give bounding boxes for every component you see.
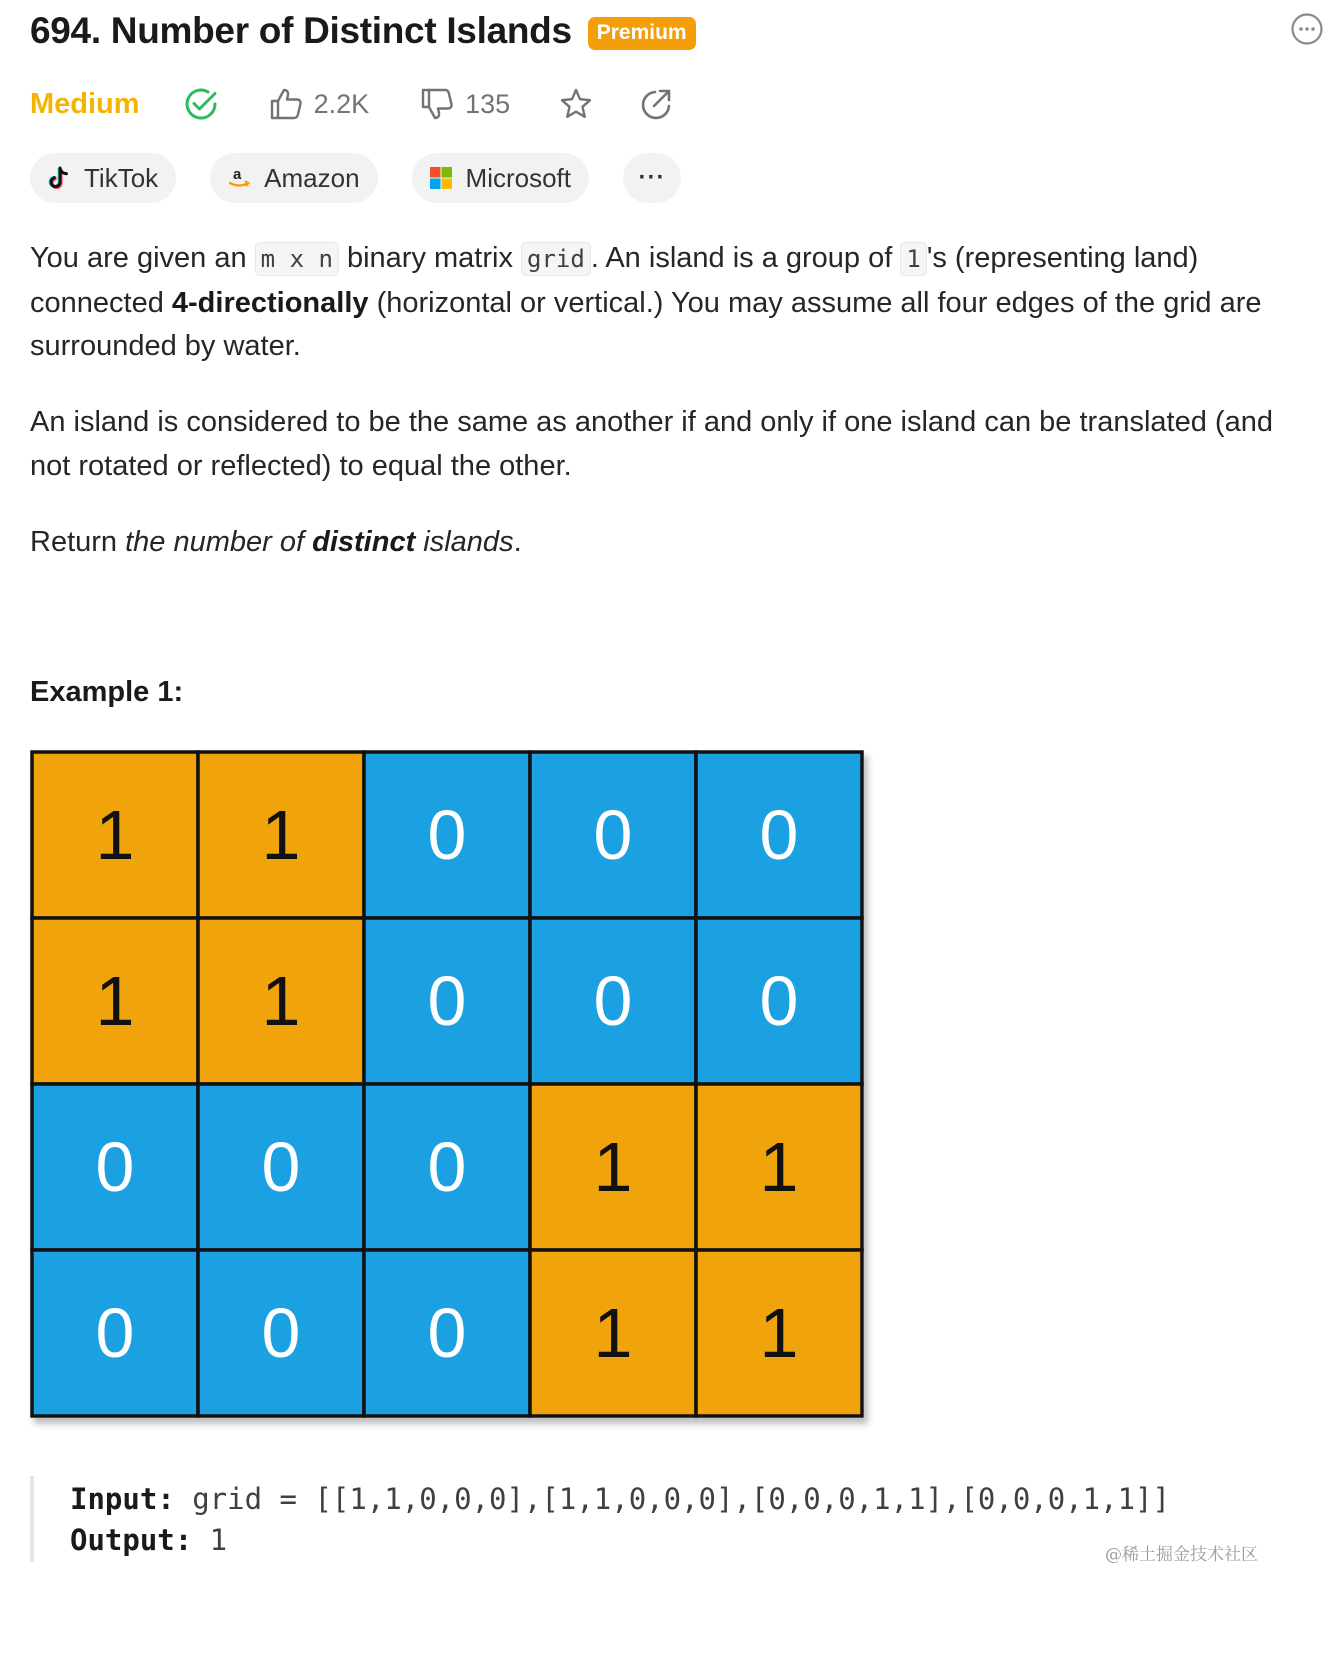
inline-code: m x n: [255, 242, 339, 276]
inline-code: 1: [900, 242, 926, 276]
svg-text:a: a: [233, 166, 242, 183]
cell-value: 1: [593, 1294, 633, 1372]
tag-amazon[interactable]: [210, 153, 377, 203]
text: Return: [30, 526, 126, 558]
cell-value: 1: [261, 962, 301, 1040]
more-circle-icon[interactable]: [1290, 12, 1324, 46]
cell-value: 0: [427, 1294, 467, 1372]
dislike-button[interactable]: [419, 86, 510, 122]
example-title: Example 1:: [30, 676, 184, 708]
cell-value: 1: [759, 1294, 799, 1372]
cell-value: 0: [593, 962, 633, 1040]
share-icon[interactable]: [638, 86, 674, 122]
tag-label: Amazon: [264, 162, 360, 193]
bold-text: 4-directionally: [171, 286, 369, 319]
text: binary matrix: [338, 242, 522, 274]
amazon-icon: [226, 165, 252, 191]
cell-value: 1: [759, 1128, 799, 1206]
like-count: 2.2K: [313, 88, 370, 119]
cell-value: 0: [95, 1128, 135, 1206]
cell-value: 0: [427, 796, 467, 874]
more-tags-button[interactable]: ···: [623, 153, 681, 203]
text: (horizontal or vertical.) You may assume all four edges of the grid are surrounded by water.: [30, 286, 1262, 362]
bold-italic-text: distinct: [312, 526, 416, 558]
star-icon[interactable]: [558, 86, 594, 122]
italic-text: islands: [415, 526, 514, 558]
description-paragraph-3: [30, 521, 1290, 565]
input-line: [70, 1482, 1170, 1516]
dislike-count: 135: [465, 88, 511, 119]
like-button[interactable]: [268, 86, 370, 122]
inline-code: grid: [521, 242, 591, 276]
check-circle-icon: [182, 85, 220, 123]
cell-value: 0: [759, 962, 799, 1040]
cell-value: 1: [261, 796, 301, 874]
description-paragraph-1: [30, 237, 1290, 369]
cell-value: 0: [593, 796, 633, 874]
thumbs-down-icon: [419, 86, 455, 122]
tiktok-icon: [46, 165, 72, 191]
tag-microsoft[interactable]: [412, 153, 589, 203]
output-label: Output:: [70, 1523, 193, 1557]
cell-value: 0: [261, 1294, 301, 1372]
difficulty-label: Medium: [30, 87, 140, 120]
text: 's (representing land) connected: [30, 242, 1199, 319]
grid-illustration: [30, 750, 864, 1418]
tag-label: Microsoft: [465, 162, 572, 193]
premium-badge: Premium: [588, 17, 696, 50]
text: An island is considered to be the same as another if and only if one island can be translated (and not rotated or reflected) to equal the other.: [30, 406, 1273, 482]
input-value: grid = [[1,1,0,0,0],[1,1,0,0,0],[0,0,0,1,1],[0,0,0,1,1]]: [174, 1482, 1170, 1516]
cell-value: 0: [95, 1294, 135, 1372]
text: You are given an: [30, 242, 255, 274]
company-tags: [30, 153, 715, 203]
meta-row: [30, 82, 674, 126]
cell-value: 1: [593, 1128, 633, 1206]
description-paragraph-2: [30, 401, 1290, 488]
cell-value: 1: [95, 796, 135, 874]
input-label: Input:: [70, 1482, 175, 1516]
cell-value: 0: [759, 796, 799, 874]
cell-value: 0: [427, 962, 467, 1040]
cell-value: 0: [261, 1128, 301, 1206]
tag-label: TikTok: [84, 162, 159, 193]
cell-value: 1: [95, 962, 135, 1040]
output-value: 1: [192, 1523, 228, 1557]
thumbs-up-icon: [268, 86, 304, 122]
tag-tiktok[interactable]: [30, 153, 176, 203]
example-grid-image: [30, 750, 864, 1418]
cell-value: 0: [427, 1128, 467, 1206]
text: .: [513, 526, 522, 558]
italic-text: the number of: [125, 526, 313, 558]
microsoft-icon: [428, 165, 454, 191]
title-row: [30, 6, 1320, 56]
output-line: [70, 1523, 227, 1557]
text: . An island is a group of: [590, 242, 901, 274]
problem-title: 694. Number of Distinct Islands: [30, 10, 572, 51]
watermark: @稀土掘金技术社区: [1105, 1545, 1258, 1565]
